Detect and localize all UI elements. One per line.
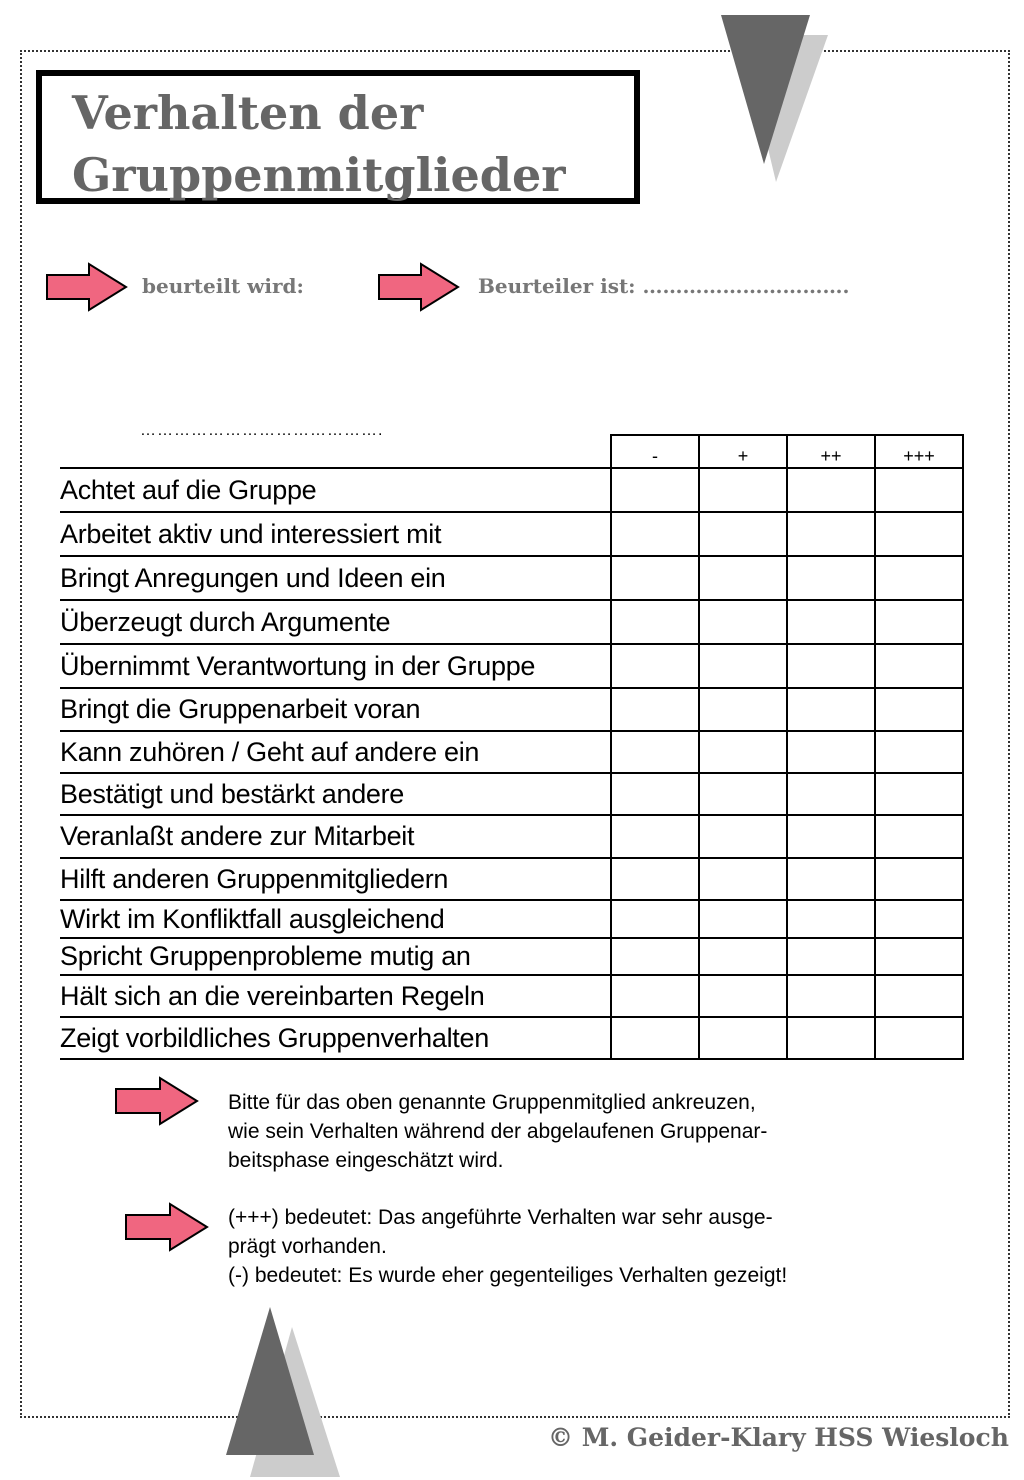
table-row <box>60 644 963 688</box>
rating-cell[interactable] <box>787 975 875 1017</box>
rating-cell[interactable] <box>699 731 787 773</box>
table-row <box>60 688 963 731</box>
arrow-right-icon <box>114 1076 200 1126</box>
table-row <box>60 815 963 858</box>
criterion-label: Arbeitet aktiv und interessiert mit <box>60 512 611 556</box>
rating-cell[interactable] <box>787 644 875 688</box>
rating-cell[interactable] <box>787 858 875 900</box>
rating-cell[interactable] <box>611 731 699 773</box>
assessed-label: beurteilt wird: <box>142 274 304 298</box>
rating-cell[interactable] <box>875 858 963 900</box>
rating-cell[interactable] <box>611 975 699 1017</box>
assessed-name-line: ……………………………………. <box>140 422 384 439</box>
rating-cell[interactable] <box>875 468 963 512</box>
instructions-text <box>228 1088 767 1175</box>
criterion-label: Wirkt im Konfliktfall ausgleichend <box>60 900 611 938</box>
table-row <box>60 731 963 773</box>
instructions-line: wie sein Verhalten während der abgelaufenen Gruppenar- <box>228 1120 768 1143</box>
criterion-label: Übernimmt Verantwortung in der Gruppe <box>60 644 611 688</box>
rating-cell[interactable] <box>875 731 963 773</box>
table-row <box>60 858 963 900</box>
bottom-triangle-decoration <box>222 1305 344 1480</box>
rating-cell[interactable] <box>875 688 963 731</box>
rating-cell[interactable] <box>699 644 787 688</box>
criterion-label: Kann zuhören / Geht auf andere ein <box>60 731 611 773</box>
table-row <box>60 468 963 512</box>
rating-cell[interactable] <box>787 731 875 773</box>
title-line-2: Gruppenmitglieder <box>72 148 566 202</box>
rating-cell[interactable] <box>875 512 963 556</box>
table-row <box>60 556 963 600</box>
rating-header: +++ <box>875 435 963 468</box>
rating-header-row <box>60 435 963 468</box>
rating-header: ++ <box>787 435 875 468</box>
rating-cell[interactable] <box>699 858 787 900</box>
rating-cell[interactable] <box>611 900 699 938</box>
rating-cell[interactable] <box>699 600 787 644</box>
rating-cell[interactable] <box>787 938 875 975</box>
rating-cell[interactable] <box>787 688 875 731</box>
criterion-label: Spricht Gruppenprobleme mutig an <box>60 938 611 975</box>
table-row <box>60 512 963 556</box>
rating-cell[interactable] <box>787 900 875 938</box>
rating-cell[interactable] <box>875 556 963 600</box>
title-line-1: Verhalten der <box>72 86 424 140</box>
rating-cell[interactable] <box>699 556 787 600</box>
rating-cell[interactable] <box>875 815 963 858</box>
criterion-label: Zeigt vorbildliches Gruppenverhalten <box>60 1017 611 1059</box>
top-triangle-decoration <box>718 12 833 187</box>
rating-header: + <box>699 435 787 468</box>
rating-cell[interactable] <box>611 468 699 512</box>
arrow-right-icon <box>124 1202 210 1252</box>
rating-cell[interactable] <box>787 600 875 644</box>
criterion-label: Hält sich an die vereinbarten Regeln <box>60 975 611 1017</box>
arrow-right-icon <box>45 262 129 312</box>
copyright-footer: © M. Geider-Klary HSS Wiesloch <box>548 1423 1009 1452</box>
rating-cell[interactable] <box>787 512 875 556</box>
rating-cell[interactable] <box>699 512 787 556</box>
legend-line: prägt vorhanden. <box>228 1235 387 1258</box>
rating-cell[interactable] <box>611 1017 699 1059</box>
assessor-label: Beurteiler ist: …………………………. <box>478 274 850 298</box>
rating-cell[interactable] <box>611 600 699 644</box>
table-row <box>60 600 963 644</box>
title-box <box>36 70 640 204</box>
instructions-line: beitsphase eingeschätzt wird. <box>228 1149 504 1172</box>
rating-cell[interactable] <box>611 858 699 900</box>
table-row <box>60 975 963 1017</box>
rating-cell[interactable] <box>699 468 787 512</box>
rating-cell[interactable] <box>699 815 787 858</box>
arrow-right-icon <box>377 262 461 312</box>
rating-cell[interactable] <box>875 900 963 938</box>
rating-cell[interactable] <box>787 815 875 858</box>
rating-cell[interactable] <box>611 815 699 858</box>
rating-cell[interactable] <box>611 773 699 815</box>
rating-cell[interactable] <box>699 688 787 731</box>
legend-line: (+++) bedeutet: Das angeführte Verhalten war sehr ausge- <box>228 1206 773 1229</box>
rating-cell[interactable] <box>699 1017 787 1059</box>
rating-cell[interactable] <box>611 644 699 688</box>
rating-header: - <box>611 435 699 468</box>
rating-cell[interactable] <box>611 556 699 600</box>
rating-cell[interactable] <box>875 1017 963 1059</box>
page-title <box>72 82 565 206</box>
rating-cell[interactable] <box>699 900 787 938</box>
rating-cell[interactable] <box>875 773 963 815</box>
rating-cell[interactable] <box>875 644 963 688</box>
table-row <box>60 938 963 975</box>
rating-table <box>60 434 964 1060</box>
criterion-label: Veranlaßt andere zur Mitarbeit <box>60 815 611 858</box>
legend-text <box>228 1203 787 1290</box>
criterion-label: Überzeugt durch Argumente <box>60 600 611 644</box>
criterion-label: Hilft anderen Gruppenmitgliedern <box>60 858 611 900</box>
table-row <box>60 773 963 815</box>
criterion-label: Bringt Anregungen und Ideen ein <box>60 556 611 600</box>
rating-cell[interactable] <box>611 688 699 731</box>
table-row <box>60 1017 963 1059</box>
rating-cell[interactable] <box>699 975 787 1017</box>
criterion-label: Bestätigt und bestärkt andere <box>60 773 611 815</box>
criterion-label: Bringt die Gruppenarbeit voran <box>60 688 611 731</box>
instructions-line: Bitte für das oben genannte Gruppenmitglied ankreuzen, <box>228 1091 756 1114</box>
rating-cell[interactable] <box>787 773 875 815</box>
rating-cell[interactable] <box>875 975 963 1017</box>
rating-cell[interactable] <box>611 512 699 556</box>
legend-line: (-) bedeutet: Es wurde eher gegenteiliges Verhalten gezeigt! <box>228 1264 788 1287</box>
rating-cell[interactable] <box>787 1017 875 1059</box>
rating-cell[interactable] <box>875 600 963 644</box>
rating-cell[interactable] <box>699 773 787 815</box>
table-row <box>60 900 963 938</box>
header-spacer <box>60 435 611 468</box>
rating-cell[interactable] <box>787 468 875 512</box>
rating-cell[interactable] <box>611 938 699 975</box>
rating-cell[interactable] <box>787 556 875 600</box>
criterion-label: Achtet auf die Gruppe <box>60 468 611 512</box>
rating-cell[interactable] <box>699 938 787 975</box>
rating-cell[interactable] <box>875 938 963 975</box>
